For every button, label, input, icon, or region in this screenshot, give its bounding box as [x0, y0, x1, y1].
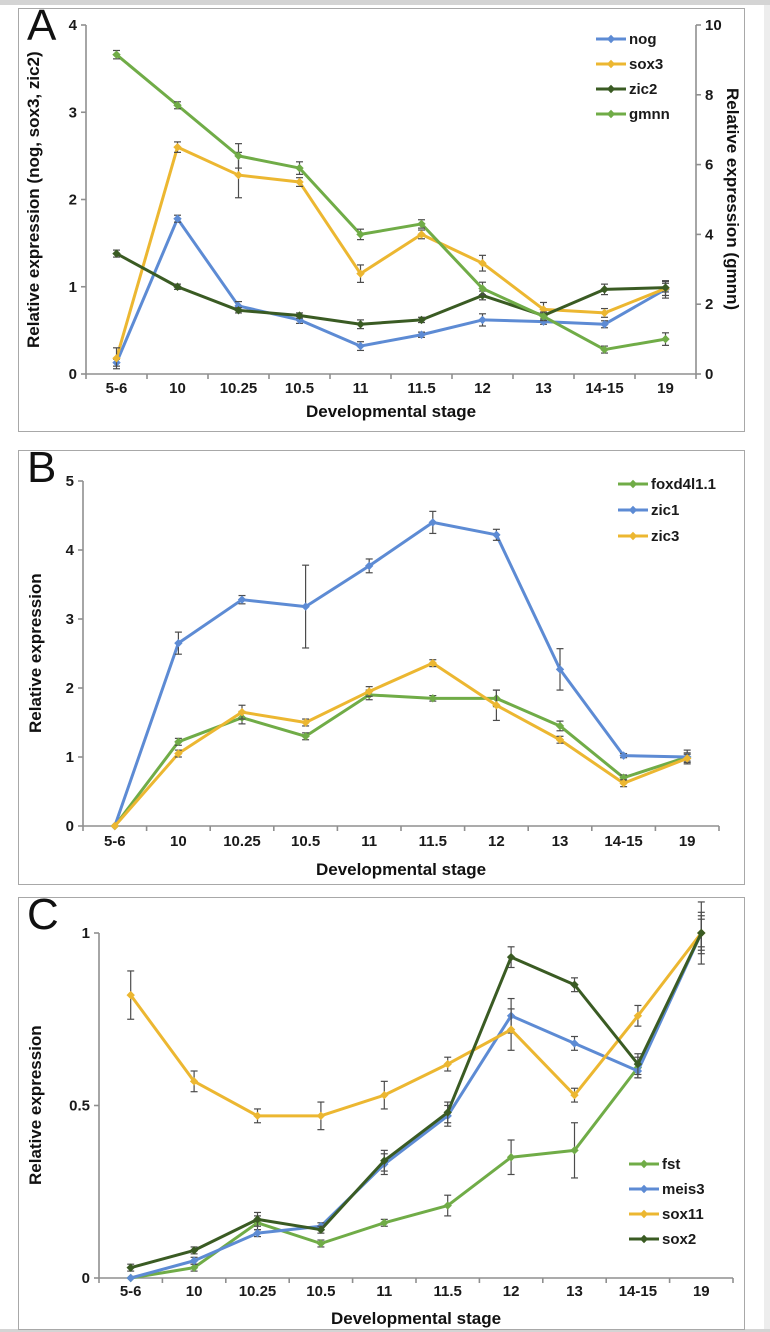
series-line-fst [131, 933, 702, 1278]
x-tick-label: 19 [692, 1283, 710, 1300]
x-tick-label: 13 [535, 380, 552, 397]
x-tick-label: 10.5 [284, 380, 315, 397]
legend-item-zic3 [618, 528, 679, 545]
x-tick-label: 5-6 [119, 1283, 142, 1300]
y-axis-label-c: Relative expression [26, 1025, 45, 1186]
legend-item-sox3 [596, 56, 663, 73]
data-point-marker-meis3 [570, 1039, 578, 1047]
right-y-tick-label: 8 [705, 86, 714, 104]
x-tick-label: 12 [474, 380, 491, 397]
x-axis-label-c: Developmental stage [330, 1309, 502, 1328]
legend-label: sox2 [662, 1231, 697, 1248]
data-point-marker-zic2 [600, 285, 608, 293]
x-tick-label: 13 [551, 833, 569, 850]
legend-item-meis3 [629, 1181, 705, 1198]
series-line-zic1 [115, 522, 687, 826]
y-tick-label: 4 [65, 542, 74, 559]
legend-item-nog [596, 31, 657, 48]
x-tick-label: 14-15 [604, 833, 643, 850]
x-tick-label: 11.5 [433, 1283, 462, 1300]
x-tick-label: 10 [169, 380, 186, 397]
x-tick-label: 10.25 [219, 380, 258, 397]
series-line-meis3 [131, 933, 702, 1278]
x-tick-label: 10.5 [306, 1283, 336, 1300]
x-tick-label: 14-15 [585, 380, 624, 397]
y-tick-label: 1 [65, 749, 74, 766]
series-line-nog [117, 219, 666, 363]
legend-label: foxd4l1.1 [651, 476, 717, 493]
x-tick-label: 10.25 [238, 1283, 277, 1300]
figure-panel-a [18, 1, 745, 432]
x-tick-label: 19 [678, 833, 696, 850]
y-tick-label: 0 [81, 1270, 90, 1287]
y-tick-label: 3 [65, 611, 74, 628]
legend-item-foxd4l1.1 [618, 476, 716, 493]
x-tick-label: 5-6 [103, 833, 126, 850]
data-point-marker-nog [356, 342, 364, 350]
legend-marker-icon [607, 85, 615, 93]
right-y-tick-label: 2 [705, 296, 714, 314]
series-line-gmnn [117, 55, 666, 350]
legend-marker-icon [629, 506, 637, 514]
series-line-zic3 [115, 663, 687, 826]
y-tick-label: 3 [68, 104, 77, 122]
legend-marker-icon [640, 1185, 648, 1193]
legend-marker-icon [629, 532, 637, 540]
data-point-marker-sox3 [600, 309, 608, 317]
x-tick-label: 10 [185, 1283, 203, 1300]
y-tick-label: 0 [68, 366, 77, 383]
legend-item-fst [629, 1156, 680, 1173]
y-tick-label: 4 [68, 17, 77, 34]
y-tick-label: 0.5 [69, 1097, 90, 1115]
x-tick-label: 19 [657, 380, 674, 397]
series-line-sox2 [131, 933, 702, 1268]
data-point-marker-meis3 [127, 1274, 135, 1282]
data-point-marker-zic2 [356, 320, 364, 328]
legend-label: zic3 [651, 528, 680, 545]
panel-label-b: B [27, 443, 57, 492]
y-axis-label-left-a: Relative expression (nog, sox3, zic2) [24, 51, 43, 348]
series-line-zic2 [117, 254, 666, 325]
legend-item-sox2 [629, 1231, 696, 1248]
right-y-tick-label: 6 [705, 156, 714, 174]
y-tick-label: 2 [65, 680, 74, 697]
line-chart-panel-b [19, 451, 744, 884]
right-y-tick-label: 0 [705, 366, 714, 383]
legend-marker-icon [629, 480, 637, 488]
x-tick-label: 12 [488, 833, 505, 850]
legend-marker-icon [607, 35, 615, 43]
scroll-gutter[interactable] [764, 5, 770, 1329]
y-tick-label: 5 [65, 473, 74, 490]
x-axis-label-a: Developmental stage [305, 402, 477, 421]
data-point-marker-sox2 [507, 953, 515, 961]
legend-item-sox11 [629, 1206, 704, 1223]
data-point-marker-gmnn [661, 335, 669, 343]
x-tick-label: 11 [376, 1283, 393, 1300]
legend-marker-icon [607, 110, 615, 118]
y-tick-label: 2 [68, 191, 77, 209]
y-tick-label: 0 [65, 818, 74, 835]
x-tick-label: 14-15 [618, 1283, 658, 1300]
x-tick-label: 10 [170, 833, 187, 850]
legend-label: fst [662, 1156, 681, 1173]
right-y-tick-label: 4 [705, 226, 714, 244]
legend-marker-icon [640, 1235, 648, 1243]
legend-label: meis3 [662, 1181, 705, 1198]
legend-marker-icon [640, 1210, 648, 1218]
x-tick-label: 11.5 [418, 833, 447, 850]
figure-panel-c [18, 890, 745, 1330]
legend-item-zic1 [618, 502, 679, 519]
y-axis-label-right-a: Relative expression (gmnn) [723, 88, 742, 311]
figure-panel-b [18, 443, 745, 885]
legend-marker-icon [607, 60, 615, 68]
window-chrome-top-strip [0, 0, 770, 5]
x-tick-label: 11 [352, 380, 369, 397]
y-tick-label: 1 [68, 278, 77, 296]
legend-label: nog [629, 31, 657, 48]
legend-item-gmnn [596, 106, 670, 123]
x-tick-label: 10.5 [290, 833, 321, 850]
legend-item-zic2 [596, 81, 657, 98]
right-y-tick-label: 10 [705, 17, 722, 34]
line-chart-panel-a [19, 9, 744, 431]
data-point-marker-nog [478, 316, 486, 324]
data-point-marker-sox11 [317, 1112, 325, 1120]
x-tick-label: 12 [502, 1283, 520, 1300]
x-tick-label: 11.5 [407, 380, 436, 397]
x-axis-label-b: Developmental stage [315, 860, 487, 879]
series-line-sox3 [117, 147, 666, 358]
legend-label: sox11 [662, 1206, 704, 1223]
x-tick-label: 11 [361, 833, 378, 850]
x-tick-label: 5-6 [105, 380, 128, 397]
y-axis-label-b: Relative expression [26, 573, 45, 734]
x-tick-label: 10.25 [223, 833, 261, 850]
series-line-foxd4l1.1 [115, 695, 687, 826]
legend-label: zic2 [629, 81, 658, 98]
panel-label-c: C [27, 890, 59, 939]
legend-label: gmnn [629, 106, 670, 123]
x-tick-label: 13 [566, 1283, 583, 1300]
legend-label: zic1 [651, 502, 680, 519]
y-tick-label: 1 [81, 925, 90, 942]
series-line-sox11 [131, 933, 702, 1116]
line-chart-panel-c [19, 898, 744, 1329]
legend-marker-icon [640, 1160, 648, 1168]
panel-label-a: A [27, 1, 57, 50]
legend-label: sox3 [629, 56, 664, 73]
